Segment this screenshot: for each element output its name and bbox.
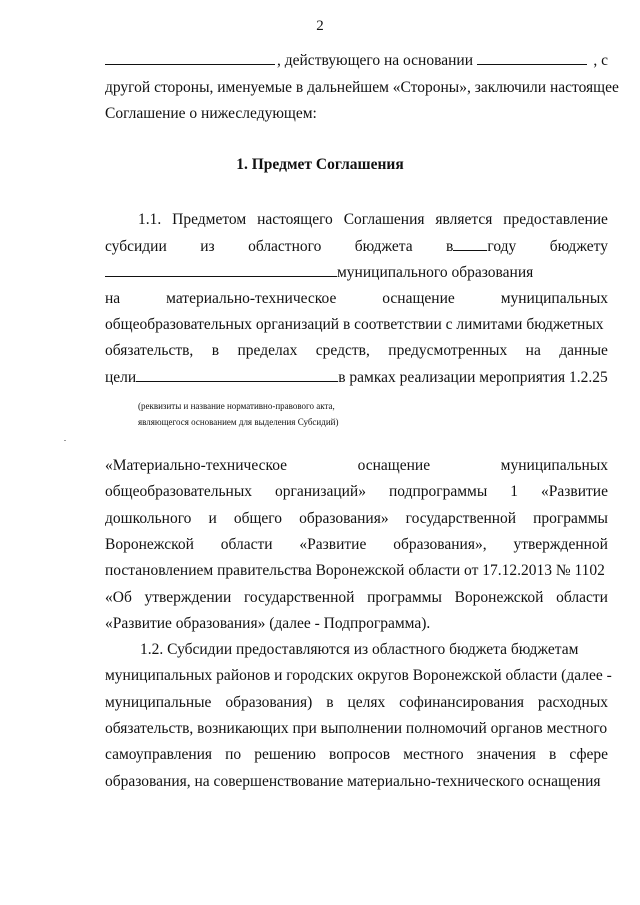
word: сфере <box>569 746 608 763</box>
intro-line-3 <box>105 104 608 124</box>
word: муниципальных <box>500 290 608 307</box>
municipality-label: муниципального образования <box>337 264 534 281</box>
word: субсидии <box>105 238 167 255</box>
blank-municipality <box>105 262 337 277</box>
word: году <box>487 238 517 255</box>
word: муниципальные <box>105 694 212 711</box>
p12-line-1-text: 1.2. Субсидии предоставляются из областного бюджета бюджетам <box>140 641 579 658</box>
word: из <box>200 238 215 255</box>
intro-line-1-text: , действующего на основании <box>277 52 473 69</box>
section-heading: 1. Предмет Соглашения <box>236 156 404 173</box>
p11-line-6 <box>105 341 608 361</box>
word: средств, <box>315 342 370 359</box>
word: 1.1. <box>138 211 162 228</box>
intro-line-2 <box>105 78 619 98</box>
p11-line-5 <box>105 315 608 335</box>
intro-line-3-text: Соглашение о нижеследующем: <box>105 105 317 122</box>
margin-mark <box>64 440 66 441</box>
p11-line-1 <box>138 210 608 230</box>
cont-line-7-text: «Развитие образования» (далее - Подпрограмма). <box>105 615 431 632</box>
word: значения <box>476 746 536 763</box>
word: образования) <box>225 694 313 711</box>
p12-line-2 <box>105 666 612 686</box>
p11-line-5-text: общеобразовательных организаций в соответствии с лимитами бюджетных <box>105 316 604 333</box>
word: общего <box>233 510 283 527</box>
cont-line-5 <box>105 561 608 581</box>
word: «Материально-техническое <box>105 457 288 474</box>
word: расходных <box>537 694 608 711</box>
p12-line-5 <box>105 745 608 765</box>
word: Воронежской <box>105 536 194 553</box>
word: «Развитие <box>299 536 367 553</box>
cont-line-6 <box>105 588 608 608</box>
footnote-line-2: являющегося основанием для выделения Субсидий) <box>138 417 339 427</box>
word: на <box>525 342 541 359</box>
word: и <box>208 510 217 527</box>
word: общеобразовательных <box>105 483 253 500</box>
word: в <box>326 694 334 711</box>
word: в <box>211 342 220 359</box>
cont-line-3 <box>105 509 608 529</box>
word: настоящего <box>257 211 333 228</box>
word: самоуправления <box>105 746 213 763</box>
word: пределах <box>237 342 298 359</box>
intro-line-1-end: , с <box>593 52 608 69</box>
word: предусмотренных <box>388 342 508 359</box>
p12-line-4 <box>105 719 608 739</box>
p12-line-4-text: обязательств, возникающих при выполнении полномочий органов местного <box>105 720 608 737</box>
word: образования», <box>393 536 487 553</box>
word: муниципальных <box>500 457 608 474</box>
blank-basis <box>477 50 587 65</box>
word: в <box>548 746 557 763</box>
p11-line-3 <box>105 262 608 283</box>
word: на <box>105 290 121 307</box>
word: вопросов <box>329 746 391 763</box>
word: областного <box>248 238 322 255</box>
year-group <box>446 236 516 257</box>
word: оснащение <box>357 457 431 474</box>
word: программы <box>367 589 442 606</box>
intro-line-1 <box>105 50 608 71</box>
p11-line-7 <box>105 367 608 388</box>
word: цели <box>105 369 137 386</box>
word: программы <box>533 510 608 527</box>
cont-line-5-text: постановлением правительства Воронежской области от 17.12.2013 № 1102 <box>105 562 605 579</box>
cont-line-2 <box>105 482 608 502</box>
word: организаций» <box>275 483 366 500</box>
word: по <box>225 746 242 763</box>
p11-line-2 <box>105 236 608 257</box>
cont-line-4 <box>105 535 608 555</box>
p11-line-4 <box>105 289 608 309</box>
word: Соглашения <box>343 211 425 228</box>
p11-line-7-end: в рамках реализации мероприятия 1.2.25 <box>338 369 608 386</box>
p12-line-1 <box>140 640 608 660</box>
word: предоставление <box>503 211 608 228</box>
cont-line-1 <box>105 456 608 476</box>
word: государственной <box>243 589 355 606</box>
blank-year <box>453 236 487 251</box>
word: подпрограммы <box>388 483 488 500</box>
footnote-line-1: (реквизиты и название нормативно-правового акта, <box>138 401 335 411</box>
word: данные <box>559 342 608 359</box>
word: Воронежской <box>454 589 544 606</box>
cont-line-7 <box>105 614 608 634</box>
p12-line-6-text: образования, на совершенствование материально-технического оснащения <box>105 773 601 790</box>
word: «Об <box>105 589 132 606</box>
word: бюджета <box>354 238 413 255</box>
word: дошкольного <box>105 510 192 527</box>
word: образования» <box>299 510 389 527</box>
blank-purpose <box>136 367 338 382</box>
word: решению <box>254 746 316 763</box>
intro-line-2-text: другой стороны, именуемые в дальнейшем «Стороны», заключили настоящее <box>105 79 619 96</box>
word: софинансирования <box>399 694 524 711</box>
word: бюджету <box>549 238 608 255</box>
word: утверждении <box>144 589 232 606</box>
word: материально-техническое <box>166 290 337 307</box>
p12-line-6 <box>105 772 608 792</box>
word: обязательств, <box>105 342 194 359</box>
word: оснащение <box>382 290 455 307</box>
word: в <box>446 238 454 255</box>
word: «Развитие <box>541 483 608 500</box>
p12-line-3 <box>105 693 608 713</box>
word: 1 <box>510 483 519 500</box>
word: местного <box>403 746 464 763</box>
page-number: 2 <box>316 18 324 34</box>
word: области <box>556 589 608 606</box>
word: целях <box>347 694 386 711</box>
word: Предметом <box>172 211 247 228</box>
word: области <box>220 536 273 553</box>
p12-line-2-text: муниципальных районов и городских округов Воронежской области (далее - <box>105 667 612 684</box>
word: государственной <box>405 510 517 527</box>
word: является <box>435 211 493 228</box>
word: утвержденной <box>513 536 608 553</box>
blank-party-name <box>105 50 275 65</box>
